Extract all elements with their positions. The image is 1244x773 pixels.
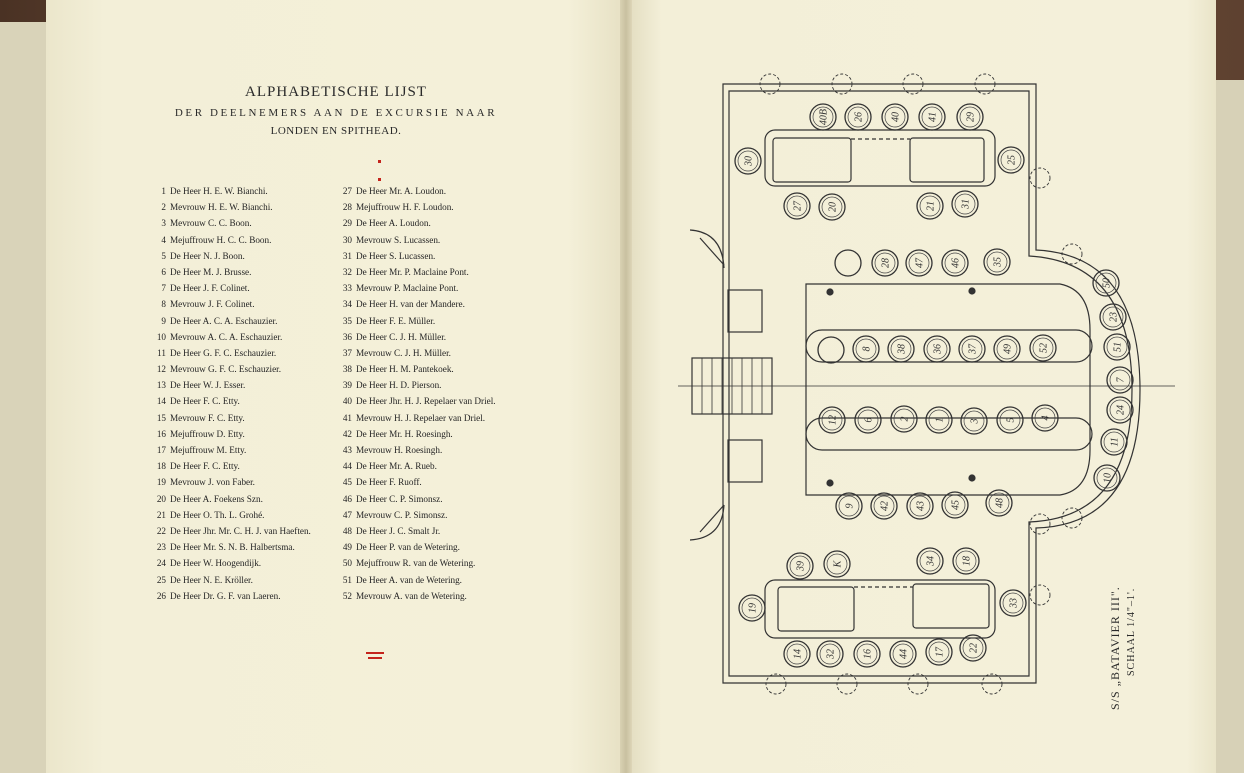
participant-number: 3 [161, 218, 166, 229]
participant-number: 16 [156, 428, 166, 439]
seat-number: 17 [934, 647, 946, 657]
participant-number: 38 [342, 364, 352, 375]
participant-name: De Heer A. van de Wetering. [356, 574, 462, 585]
bottom-table-surround [765, 580, 995, 638]
seat-number: 14 [792, 649, 804, 659]
participant-number: 36 [342, 331, 352, 342]
participant-name: Mevrouw C. C. Boon. [170, 218, 252, 229]
participant-number: 8 [161, 299, 166, 310]
participant-number: 44 [342, 461, 352, 472]
seat-number: 39 [795, 561, 807, 571]
participant-number: 7 [161, 283, 166, 294]
participant-number: 20 [156, 493, 166, 504]
center-table-block [806, 284, 1090, 495]
participant-name: Mevrouw J. F. Colinet. [170, 299, 255, 310]
participant-name: Mevrouw C. P. Simonsz. [356, 509, 448, 520]
top-table-left [773, 138, 851, 182]
seat-number: 20 [827, 202, 839, 212]
seat-number: 48 [994, 498, 1006, 508]
participant-number: 45 [342, 477, 352, 488]
seat-number: 6 [863, 417, 875, 423]
participant-name: De Heer M. J. Brusse. [170, 266, 252, 277]
participant-name: De Heer C. P. Simonsz. [356, 493, 443, 504]
seat-number: 28 [880, 258, 892, 268]
seat-number: 1 [934, 417, 946, 423]
participant-name: De Heer C. J. H. Müller. [356, 331, 447, 342]
participant-number: 9 [161, 315, 166, 326]
participant-number: 21 [156, 509, 166, 520]
center-table-lower [806, 415, 1092, 450]
door-arc-upper [690, 230, 724, 268]
participant-name: De Heer F. C. Etty. [170, 396, 240, 407]
empty-seat [835, 250, 861, 276]
seat-number: 5 [1005, 417, 1017, 423]
seat-number: 11 [1109, 437, 1121, 447]
seat-number: 38 [896, 344, 908, 354]
seat-number: 9 [844, 503, 856, 509]
top-table-right [910, 138, 984, 182]
seat-number: 23 [1108, 312, 1120, 322]
participant-name: De Heer P. van de Wetering. [356, 542, 460, 553]
seat-number: 31 [960, 199, 972, 209]
participant-name: Mevrouw H. J. Repelaer van Driel. [356, 412, 486, 423]
empty-seat [818, 337, 844, 363]
seat-number: 51 [1112, 342, 1124, 352]
participant-name: De Heer H. van der Mandere. [356, 299, 465, 310]
participant-name: De Heer Dr. G. F. van Laeren. [170, 590, 281, 601]
participant-number: 30 [342, 234, 352, 245]
participant-name: Mejuffrouw H. F. Loudon. [356, 202, 454, 213]
participant-name: De Heer J. F. Colinet. [170, 283, 250, 294]
seat-number: 16 [862, 649, 874, 659]
seat-number: 19 [747, 603, 759, 613]
seat-number: 32 [825, 649, 837, 659]
seat-number: 7 [1115, 377, 1127, 383]
participant-number: 40 [342, 396, 352, 407]
seat-number: 45 [950, 500, 962, 510]
seat-number: 22 [968, 643, 980, 653]
participant-number: 32 [342, 266, 352, 277]
seat-number: 44 [898, 649, 910, 659]
participant-number: 17 [156, 445, 166, 455]
participant-number: 28 [342, 202, 352, 213]
seat-number: 36 [932, 344, 944, 354]
participant-number: 22 [156, 525, 166, 536]
hull-inner-outline [729, 91, 1132, 676]
participant-name: De Heer N. J. Boon. [170, 250, 245, 261]
ship-name-caption: S/S „BATAVIER III". [1108, 586, 1122, 710]
participant-name: De Heer N. E. Kröller. [170, 574, 253, 585]
participant-name: De Heer W. Hoogendijk. [170, 558, 262, 569]
participant-number: 27 [342, 186, 352, 196]
participant-name: Mejuffrouw H. C. C. Boon. [170, 234, 272, 245]
seat-number: 42 [879, 501, 891, 511]
participant-name: Mevrouw J. von Faber. [170, 477, 255, 488]
seat-number: 41 [927, 112, 939, 122]
seat-number: 37 [967, 344, 979, 354]
seat-number: 26 [853, 112, 865, 122]
scale-caption: SCHAAL 1/4"–1'. [1126, 587, 1137, 676]
page-subtitle-line-1: DER DEELNEMERS AAN DE EXCURSIE NAAR [174, 107, 498, 119]
participant-name: De Heer H. E. W. Bianchi. [170, 186, 268, 196]
participant-number: 46 [342, 493, 352, 504]
seat-number: 34 [925, 556, 937, 566]
participant-number: 15 [156, 412, 166, 423]
participant-number: 25 [156, 574, 166, 585]
participant-name: De Heer Mr. S. N. B. Halbertsma. [170, 542, 295, 553]
seat-number: 27 [792, 201, 804, 211]
seat-number: 21 [925, 201, 937, 211]
participant-number: 29 [342, 218, 352, 229]
participant-name: De Heer Mr. A. Rueb. [356, 461, 437, 472]
participant-name: Mejuffrouw D. Etty. [170, 428, 245, 439]
participant-name: De Heer Mr. A. Loudon. [356, 186, 447, 196]
participant-name: De Heer J. C. Smalt Jr. [356, 525, 441, 536]
seat-number: 3 [969, 418, 981, 424]
seat-number: 4 [1040, 415, 1052, 421]
participant-name: Mevrouw F. C. Etty. [170, 412, 245, 423]
participant-number: 33 [342, 283, 352, 294]
seat-number: 33 [1008, 598, 1020, 608]
participant-number: 4 [161, 234, 166, 245]
participant-number: 35 [342, 315, 352, 326]
seat-number: 8 [861, 346, 873, 352]
seat-number: 40 [890, 112, 902, 122]
participant-name: De Heer A. Loudon. [356, 218, 431, 229]
participant-name: Mevrouw H. Roesingh. [356, 445, 443, 455]
side-cabinet-upper [728, 290, 762, 332]
seat-number: 30 [743, 156, 755, 166]
participant-number: 50 [342, 558, 352, 569]
participant-number: 41 [342, 412, 352, 423]
participant-number: 23 [156, 542, 166, 553]
seat-number: 12 [827, 415, 839, 425]
participant-number: 24 [156, 558, 166, 569]
page-subtitle-line-2: LONDEN EN SPITHEAD. [270, 125, 402, 137]
participant-number: 10 [156, 331, 166, 342]
participant-name: De Heer Mr. H. Roesingh. [356, 428, 453, 439]
participant-number: 2 [161, 202, 166, 213]
seat-number: 29 [965, 112, 977, 122]
participant-name: De Heer Jhr. Mr. C. H. J. van Haeften. [170, 525, 311, 536]
participant-name: De Heer H. D. Pierson. [356, 380, 442, 391]
seat-number: 10 [1102, 473, 1114, 483]
participant-number: 51 [342, 574, 352, 585]
side-cabinet-lower [728, 440, 762, 482]
participant-number: 52 [342, 590, 352, 601]
participant-name: De Heer O. Th. L. Grohé. [170, 509, 265, 520]
participant-name: De Heer A. C. A. Eschauzier. [170, 315, 278, 326]
participant-name: De Heer F. E. Müller. [356, 315, 436, 326]
participant-name: De Heer W. J. Esser. [170, 380, 246, 391]
participant-name: De Heer Jhr. H. J. Repelaer van Driel. [356, 396, 496, 407]
bottom-table-left [778, 587, 854, 631]
participant-number: 5 [161, 250, 166, 261]
seat-number: 46 [950, 258, 962, 268]
participant-number: 43 [342, 445, 352, 455]
participant-name: Mevrouw H. E. W. Bianchi. [170, 202, 273, 213]
seat-number: 35 [992, 257, 1004, 267]
participant-name: De Heer Mr. P. Maclaine Pont. [356, 266, 469, 277]
participant-number: 39 [342, 380, 352, 391]
participant-number: 26 [156, 590, 166, 601]
participant-number: 12 [156, 364, 166, 375]
participant-name: Mevrouw A. C. A. Eschauzier. [170, 331, 283, 342]
participant-number: 1 [161, 186, 166, 196]
participant-number: 6 [161, 266, 166, 277]
participant-number: 18 [156, 461, 166, 472]
seat-number: 2 [899, 416, 911, 422]
participant-name: De Heer F. C. Etty. [170, 461, 240, 472]
participant-number: 47 [342, 509, 352, 520]
seat-number: 25 [1006, 155, 1018, 165]
participant-number: 42 [342, 428, 352, 439]
participant-name: Mevrouw A. van de Wetering. [356, 590, 467, 601]
participant-number: 48 [342, 525, 352, 536]
participant-number: 13 [156, 380, 166, 391]
seat-number: 52 [1038, 343, 1050, 353]
participant-name: Mevrouw G. F. C. Eschauzier. [170, 364, 282, 375]
seat-number: 49 [1002, 344, 1014, 354]
seat-number: 43 [915, 501, 927, 511]
participant-name: De Heer S. Lucassen. [356, 250, 436, 261]
participant-name: De Heer A. Foekens Szn. [170, 493, 263, 504]
participant-name: Mevrouw P. Maclaine Pont. [356, 283, 459, 294]
participant-name: De Heer G. F. C. Eschauzier. [170, 347, 277, 358]
page-title: ALPHABETISCHE LIJST [245, 84, 427, 100]
seat-number: 47 [914, 258, 926, 268]
participant-name: De Heer F. Ruoff. [356, 477, 422, 488]
seat-number: 50 [1101, 278, 1113, 288]
seat-number: 24 [1115, 405, 1127, 415]
seat-number: 18 [961, 556, 973, 566]
participant-number: 11 [157, 347, 166, 358]
seat-number: 40B [818, 108, 830, 126]
participant-name: Mejuffrouw R. van de Wetering. [356, 558, 476, 569]
participant-name: Mevrouw S. Lucassen. [356, 234, 441, 245]
participant-name: Mejuffrouw M. Etty. [170, 445, 247, 455]
participant-name: De Heer H. M. Pantekoek. [356, 364, 454, 375]
bottom-table-right [913, 584, 989, 628]
hull-outline [723, 84, 1140, 683]
participant-number: 19 [156, 477, 166, 488]
participant-number: 49 [342, 542, 352, 553]
participant-number: 14 [156, 396, 166, 407]
participant-number: 34 [342, 299, 352, 310]
participant-name: Mevrouw C. J. H. Müller. [356, 347, 451, 358]
participant-number: 37 [342, 347, 352, 358]
seat-number: K [832, 560, 844, 568]
participant-number: 31 [342, 250, 352, 261]
